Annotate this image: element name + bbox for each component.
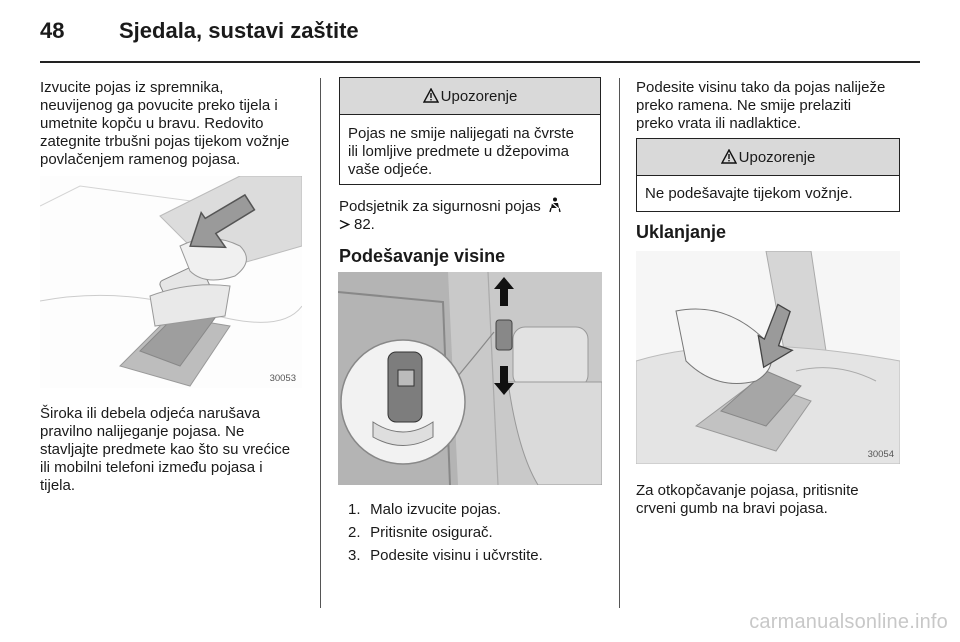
column-divider-2 <box>619 78 620 608</box>
text-line: preko vrata ili nadlaktice. <box>636 115 802 132</box>
col1-intro <box>40 79 289 169</box>
col1-note <box>40 405 290 495</box>
text-line: preko ramena. Ne smije prelaziti <box>636 97 852 114</box>
reminder-line-2 <box>339 216 562 234</box>
watermark: carmanualsonline.info <box>749 611 948 633</box>
step-1 <box>348 501 501 518</box>
warning-triangle-icon <box>423 88 439 103</box>
text-line: ili mobilni telefoni između pojasa i <box>40 459 263 476</box>
step-text: Podesite visinu i učvrstite. <box>370 547 543 564</box>
text-line: ili lomljive predmete u džepovima <box>348 143 569 160</box>
step-text: Pritisnite osigurač. <box>370 524 493 541</box>
header-rule <box>40 61 920 63</box>
step-number: 2. <box>348 524 361 541</box>
page-header <box>40 18 920 52</box>
text-line: Izvucite pojas iz spremnika, <box>40 79 224 96</box>
height-adjuster-drawing <box>338 272 602 485</box>
page-reference-icon <box>339 219 350 230</box>
heading-height-adjustment: Podešavanje visine <box>339 246 506 266</box>
height-adjuster-illustration <box>338 272 602 485</box>
text-line: umetnite kopču u bravu. Redovito <box>40 115 264 132</box>
text-line: zategnite trbušni pojas tijekom vožnje <box>40 133 290 150</box>
text-line: Ne podešavajte tijekom vožnje. <box>645 185 853 202</box>
text-line: tijela. <box>40 477 76 494</box>
warning-header <box>340 78 600 115</box>
seatbelt-reminder-ref <box>339 197 562 234</box>
text-line: Široka ili debela odjeća narušava <box>40 405 261 422</box>
warning-body <box>637 176 899 203</box>
buckle-insert-illustration <box>40 176 302 388</box>
buckle-insert-drawing <box>40 176 302 388</box>
step-text: Malo izvucite pojas. <box>370 501 502 518</box>
col3-intro <box>636 79 885 133</box>
figure-number: 30053 <box>269 373 296 384</box>
warning-body <box>340 115 600 179</box>
text-line: povlačenjem ramenog pojasa. <box>40 151 241 168</box>
warning-header <box>637 139 899 176</box>
buckle-release-drawing <box>636 251 900 464</box>
reminder-line-1 <box>339 197 562 216</box>
column-divider-1 <box>320 78 321 608</box>
page-number: 48 <box>40 18 65 43</box>
text-line: Pojas ne smije nalijegati na čvrste <box>348 125 574 142</box>
col3-outro <box>636 482 859 518</box>
text-line: crveni gumb na bravi pojasa. <box>636 500 828 517</box>
step-3 <box>348 547 543 564</box>
reminder-text: Podsjetnik za sigurnosni pojas <box>339 198 541 215</box>
warning-triangle-icon <box>721 149 737 164</box>
text-line: pravilno nalijeganje pojasa. Ne <box>40 423 245 440</box>
heading-removal: Uklanjanje <box>636 222 727 242</box>
page-reference[interactable]: 82. <box>354 216 375 233</box>
warning-title: Upozorenje <box>440 87 518 105</box>
step-number: 3. <box>348 547 361 564</box>
figure-number: 30054 <box>867 449 894 460</box>
step-2 <box>348 524 493 541</box>
buckle-release-illustration <box>636 251 900 464</box>
text-line: Za otkopčavanje pojasa, pritisnite <box>636 482 859 499</box>
text-line: stavljajte predmete kao što su vrećice <box>40 441 291 458</box>
warning-box-driving <box>636 138 900 212</box>
warning-box-clothing <box>339 77 601 185</box>
text-line: neuvijenog ga povucite preko tijela i <box>40 97 278 114</box>
text-line: Podesite visinu tako da pojas naliježe <box>636 79 886 96</box>
seatbelt-reminder-icon <box>548 197 562 213</box>
page-title: Sjedala, sustavi zaštite <box>119 18 359 43</box>
warning-title: Upozorenje <box>738 148 816 166</box>
text-line: vaše odjeće. <box>348 161 433 178</box>
step-number: 1. <box>348 501 361 518</box>
